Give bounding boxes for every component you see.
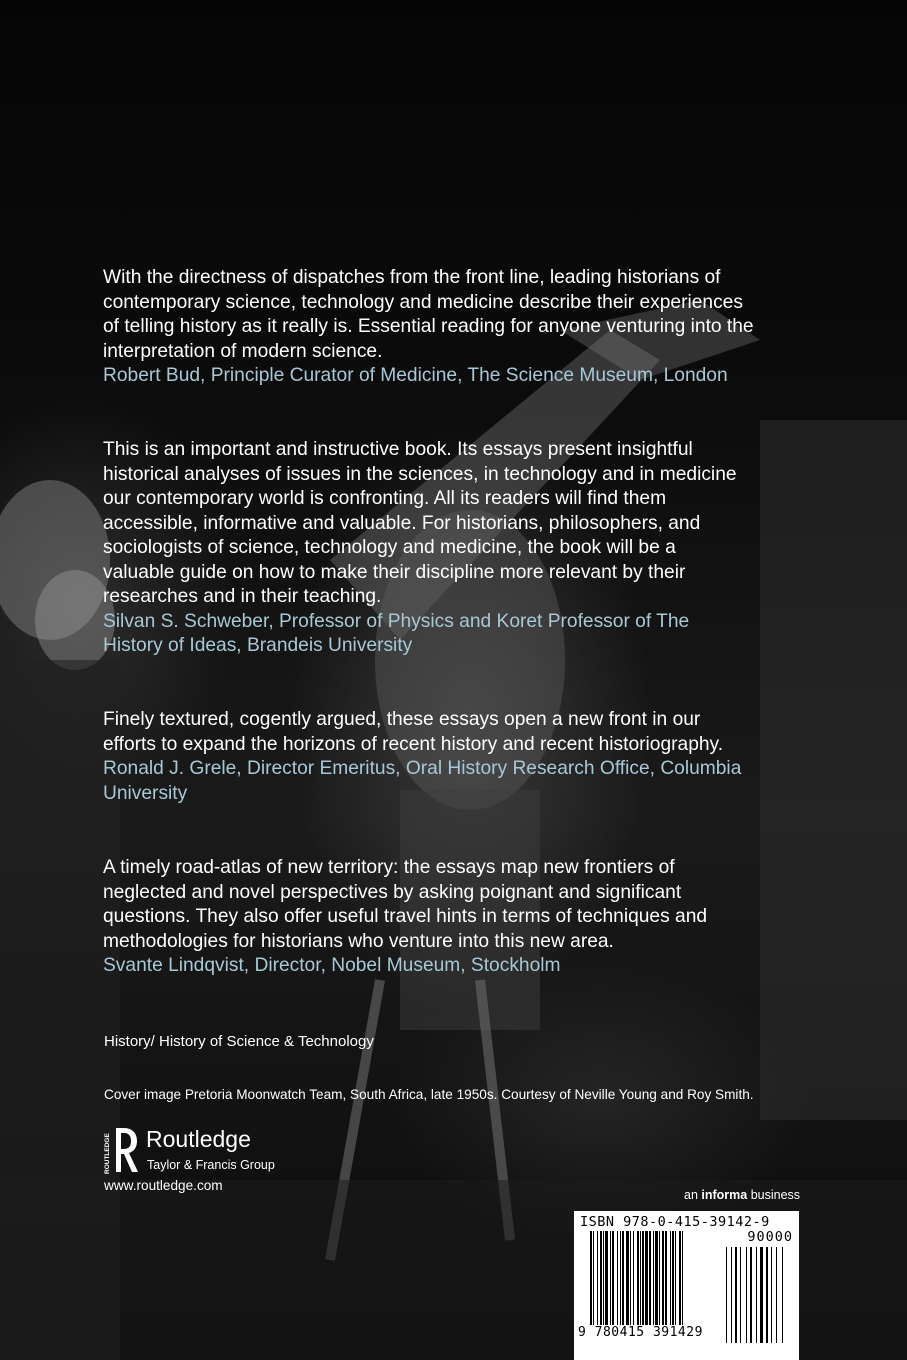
review-4-line-2: neglected and novel perspectives by asking poignant and significant	[103, 881, 682, 903]
review-3-attribution-1: Ronald J. Grele, Director Emeritus, Oral History Research Office, Columbia	[103, 758, 742, 779]
review-2-line-1: This is an important and instructive book. Its essays present insightful	[103, 439, 693, 460]
barcode-bar	[633, 1231, 634, 1327]
isbn-label: ISBN 978-0-415-39142-9	[580, 1214, 770, 1230]
review-2-attribution-1: Silvan S. Schweber, Professor of Physics and Koret Professor of The	[103, 610, 690, 632]
barcode-bar	[610, 1231, 611, 1327]
review-1-line-1: With the directness of dispatches from the front line, leading historians of	[103, 267, 721, 288]
review-2-attribution-2: History of Ideas, Brandeis University	[103, 635, 413, 656]
review-3	[103, 708, 803, 806]
review-3-attribution-2: University	[103, 782, 188, 804]
informa-prefix: an	[684, 1188, 702, 1202]
price-addon-bar	[726, 1247, 727, 1343]
review-2-quote	[103, 438, 803, 659]
review-2-line-4: accessible, informative and valuable. For historians, philosophers, and	[103, 512, 701, 534]
barcode-bar	[617, 1231, 618, 1327]
price-addon-bar	[746, 1247, 747, 1343]
review-2-line-5: sociologists of science, technology and medicine, the book will be a	[103, 537, 676, 558]
isbn-barcode-box	[574, 1211, 799, 1360]
price-addon-bar	[771, 1247, 772, 1343]
barcode-bar	[645, 1231, 648, 1327]
review-4-line-4: methodologies for historians who venture into this new area.	[103, 930, 614, 952]
subject-category: History/ History of Science & Technology	[104, 1033, 374, 1050]
price-addon-bar	[731, 1247, 732, 1343]
review-3-line-2: efforts to expand the horizons of recent history and recent historiography.	[103, 733, 724, 755]
publisher-name: Routledge	[146, 1126, 251, 1152]
routledge-vertical-text: ROUTLEDGE	[104, 1133, 111, 1174]
review-4	[103, 856, 803, 979]
review-3-quote	[103, 708, 803, 806]
price-addon-bar	[740, 1247, 741, 1343]
ean-digits: 9 780415 391429	[578, 1325, 703, 1340]
review-1	[103, 266, 803, 389]
review-2-line-7: researches and in their teaching.	[103, 586, 382, 607]
barcode-bar	[649, 1231, 651, 1327]
barcode-bar	[612, 1231, 614, 1327]
price-addon-bar	[750, 1247, 752, 1343]
barcode-bar	[670, 1231, 671, 1327]
publisher-website[interactable]: www.routledge.com	[104, 1178, 223, 1193]
barcode-bar	[665, 1231, 667, 1327]
price-addon-bar	[760, 1247, 763, 1343]
barcode-bar	[620, 1231, 621, 1327]
price-addon-bar	[735, 1247, 737, 1343]
review-1-quote	[103, 266, 803, 389]
review-4-attribution: Svante Lindqvist, Director, Nobel Museum, Stockholm	[103, 955, 561, 976]
barcode-bar	[622, 1231, 624, 1327]
barcode-bar	[679, 1231, 681, 1327]
barcode-bar	[682, 1231, 683, 1327]
publisher-logo	[104, 1124, 304, 1184]
informa-business-tag	[684, 1188, 800, 1202]
price-addon-bar	[766, 1247, 768, 1343]
review-2-line-6: valuable guide on how to make their discipline more relevant by their	[103, 561, 686, 583]
barcode-bar	[642, 1231, 644, 1327]
review-1-line-4: interpretation of modern science.	[103, 340, 383, 362]
review-2	[103, 438, 803, 659]
price-addon-bar	[776, 1247, 777, 1343]
informa-bold: informa	[701, 1188, 748, 1202]
barcode-bar	[590, 1231, 592, 1327]
review-1-line-3: of telling history as it really is. Essential reading for anyone venturing into the	[103, 316, 754, 337]
barcode-bar	[600, 1231, 602, 1327]
barcode-bar	[662, 1231, 664, 1327]
barcode-bar	[603, 1231, 604, 1327]
barcode-bar	[626, 1231, 629, 1327]
barcode-bar	[672, 1231, 674, 1327]
review-2-line-3: our contemporary world is confronting. All its readers will find them	[103, 488, 667, 509]
price-addon-bar	[782, 1247, 783, 1343]
price-addon-bar	[756, 1247, 757, 1343]
review-4-quote	[103, 856, 803, 979]
barcode-bar	[630, 1231, 631, 1327]
barcode-bar	[637, 1231, 639, 1327]
barcode-bar	[597, 1231, 598, 1327]
publisher-group: Taylor & Francis Group	[147, 1158, 275, 1172]
barcode-bar	[675, 1231, 676, 1327]
barcode-bar	[640, 1231, 641, 1327]
barcode-bar	[605, 1231, 608, 1327]
review-2-line-2: historical analyses of issues in the sciences, in technology and in medicine	[103, 463, 737, 485]
review-3-line-1: Finely textured, cogently argued, these essays open a new front in our	[103, 709, 701, 730]
routledge-logo-icon	[104, 1124, 138, 1176]
price-code: 90000	[747, 1229, 793, 1245]
barcode-bar	[653, 1231, 654, 1327]
cover-credit: Cover image Pretoria Moonwatch Team, South Africa, late 1950s. Courtesy of Neville Young and Roy Smith.	[104, 1087, 754, 1102]
barcode-bar	[659, 1231, 660, 1327]
informa-suffix: business	[747, 1188, 801, 1202]
barcode-bar	[655, 1231, 658, 1327]
review-4-line-3: questions. They also offer useful travel hints in terms of techniques and	[103, 906, 708, 927]
barcode-bar	[593, 1231, 594, 1327]
review-1-line-2: contemporary science, technology and medicine describe their experiences	[103, 291, 743, 313]
review-1-attribution: Robert Bud, Principle Curator of Medicine, The Science Museum, London	[103, 365, 728, 386]
review-4-line-1: A timely road-atlas of new territory: the essays map new frontiers of	[103, 857, 675, 878]
